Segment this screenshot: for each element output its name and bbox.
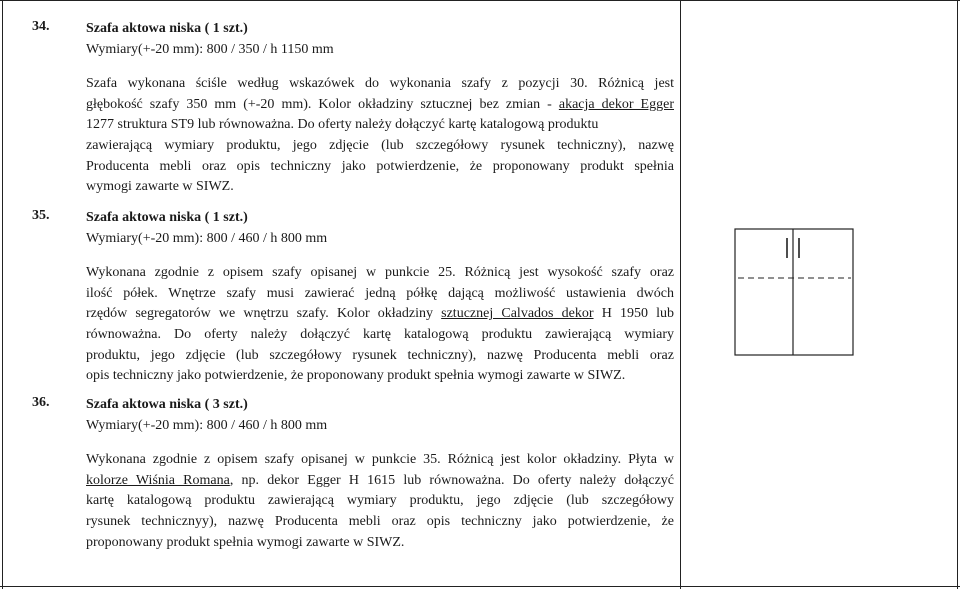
item-35 [86, 208, 674, 387]
color-link: kolorze Wiśnia Romana [86, 472, 230, 488]
item-desc-line: zawierającą wymiary produktu, jego zdjęcie (lub szczegółowy rysunek techniczny), nazwę [86, 137, 674, 153]
item-desc-line: Wykonana zgodnie z opisem szafy opisanej w punkcie 35. Różnicą jest kolor okładziny. Płyta w [86, 452, 674, 468]
item-desc-line: równoważna. Do oferty należy dołączyć kartę katalogową produktu zawierającą wymiary [86, 326, 674, 342]
item-desc-line: produktu, jego zdjęcie (lub szczegółowy rysunek techniczny), nazwę Producenta mebli oraz [86, 347, 674, 363]
table-border-left [2, 0, 3, 589]
color-link: akacja dekor Egger [558, 96, 674, 112]
item-desc-line: Producenta mebli oraz opis techniczny jako potwierdzenie, że proponowany produkt spełnia [86, 158, 674, 174]
item-desc-line: opis techniczny jako potwierdzenie, że proponowany produkt spełnia wymogi zawarte w SIWZ. [86, 368, 626, 384]
table-border-top [0, 0, 960, 1]
table-border-mid [680, 0, 681, 589]
item-desc-line: kartę katalogową produktu zawierającą wymiary produktu, jego zdjęcie (lub szczegółowy [86, 493, 674, 509]
item-number: 35. [32, 208, 50, 223]
item-desc-line: głębokość szafy 350 mm (+-20 mm). Kolor okładziny sztucznej bez zmian - akacja dekor Egger [86, 96, 674, 112]
item-title: Szafa aktowa niska ( 1 szt.) [86, 21, 248, 36]
table-border-right [957, 0, 958, 589]
table-border-bottom [0, 586, 960, 587]
item-desc-line: rysunek technicznyy), nazwę Producenta mebli oraz opis techniczny jako potwierdzenie, że [86, 513, 674, 529]
item-desc-line: ilość półek. Wnętrze szafy musi zawierać jedną półkę dającą możliwość ustawienia dwóch [86, 285, 674, 301]
item-desc-line: rzędów segregatorów we wnętrzu szafy. Kolor okładziny sztucznej Calvados dekor H 1950 lub [86, 306, 675, 322]
cabinet-drawing [734, 228, 854, 356]
item-dimensions: Wymiary(+-20 mm): 800 / 350 / h 1150 mm [86, 41, 334, 57]
item-desc-line: 1277 struktura ST9 lub równoważna. Do oferty należy dołączyć kartę katalogową produktu [86, 117, 599, 133]
item-desc-line: proponowany produkt spełnia wymogi zawarte w SIWZ. [86, 534, 405, 550]
item-title: Szafa aktowa niska ( 1 szt.) [86, 210, 248, 225]
color-link: sztucznej Calvados dekor [441, 306, 594, 322]
item-dimensions: Wymiary(+-20 mm): 800 / 460 / h 800 mm [86, 230, 328, 246]
item-dimensions: Wymiary(+-20 mm): 800 / 460 / h 800 mm [86, 417, 328, 433]
item-desc-line: Wykonana zgodnie z opisem szafy opisanej w punkcie 25. Różnicą jest wysokość szafy oraz [86, 265, 674, 281]
item-number: 34. [32, 19, 50, 34]
item-34 [86, 19, 674, 198]
item-number: 36. [32, 395, 50, 410]
item-desc-line: Szafa wykonana ściśle według wskazówek do wykonania szafy z pozycji 30. Różnicą jest [86, 76, 674, 92]
item-36 [86, 395, 674, 553]
item-desc-line: kolorze Wiśnia Romana, np. dekor Egger H 1615 lub równoważna. Do oferty należy dołączyć [86, 472, 674, 488]
item-desc-line: wymogi zawarte w SIWZ. [86, 179, 234, 195]
item-title: Szafa aktowa niska ( 3 szt.) [86, 397, 248, 412]
